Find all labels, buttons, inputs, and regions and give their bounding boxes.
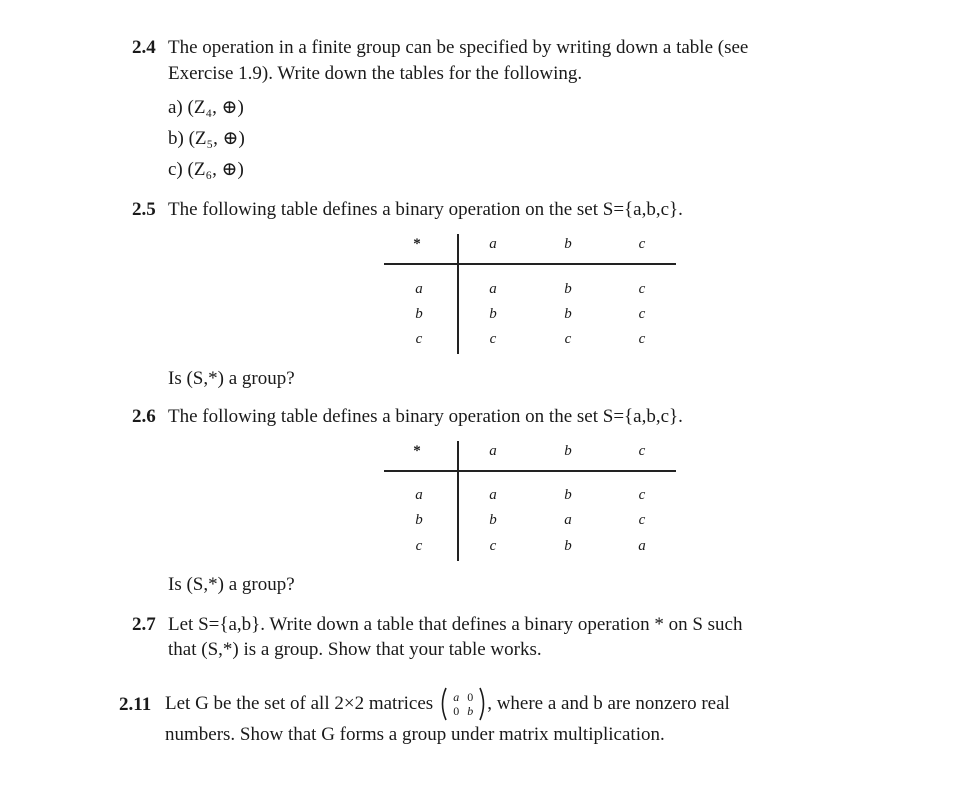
- row-header: a: [415, 281, 423, 297]
- exercise-text-line: Let S={a,b}. Write down a table that defines a binary operation * on S such: [168, 614, 743, 635]
- table-cell: a: [638, 538, 646, 554]
- list-item: [168, 127, 245, 150]
- column-header: b: [564, 443, 572, 459]
- exercise-text-line: The following table defines a binary operation on the set S={a,b,c}.: [168, 406, 683, 427]
- item-label: a): [168, 97, 183, 118]
- exercise-text-line: that (S,*) is a group. Show that your table works.: [168, 639, 542, 660]
- table-cell: b: [564, 538, 572, 554]
- item-label: b): [168, 128, 184, 149]
- matrix-entry: 0: [467, 690, 474, 704]
- matrix-entry: b: [467, 704, 474, 718]
- list-item: [168, 158, 244, 181]
- exercise-number: 2.6: [132, 406, 156, 427]
- table-cell: c: [638, 512, 646, 528]
- table-cell: b: [564, 281, 572, 297]
- column-header: a: [489, 443, 497, 459]
- exercise-text-line: Exercise 1.9). Write down the tables for the following.: [168, 63, 583, 84]
- matrix-entry: 0: [453, 704, 460, 718]
- row-header: b: [415, 306, 423, 322]
- table-cell: c: [564, 331, 572, 347]
- table-cell: c: [638, 331, 646, 347]
- table-cell: c: [489, 331, 497, 347]
- item-expression: (Z₅, ⊕): [188, 128, 245, 149]
- matrix: [439, 687, 487, 721]
- text-after-matrix: , where a and b are nonzero real: [487, 693, 730, 714]
- exercise-number: 2.7: [132, 614, 156, 635]
- operation-table: [384, 234, 676, 356]
- exercise-number: 2.4: [132, 37, 156, 58]
- operator-symbol: *: [413, 443, 421, 459]
- item-expression: (Z₆, ⊕): [187, 159, 244, 180]
- item-expression: (Z₄, ⊕): [187, 97, 244, 118]
- exercise-number: 2.11: [119, 694, 152, 715]
- table-cell: c: [638, 306, 646, 322]
- right-paren-icon: [479, 687, 487, 721]
- column-header: b: [564, 236, 572, 252]
- left-paren-icon: [439, 687, 447, 721]
- row-header: a: [415, 487, 423, 503]
- exercise-text-line: The following table defines a binary operation on the set S={a,b,c}.: [168, 199, 683, 220]
- table-cell: a: [489, 487, 497, 503]
- table-cell: c: [638, 487, 646, 503]
- table-cell: b: [489, 512, 497, 528]
- row-header: c: [415, 331, 423, 347]
- row-header: c: [415, 538, 423, 554]
- text-before-matrix: Let G be the set of all 2×2 matrices: [165, 693, 434, 714]
- table-cell: c: [638, 281, 646, 297]
- row-header: b: [415, 512, 423, 528]
- exercise-text-line: numbers. Show that G forms a group under matrix multiplication.: [165, 724, 665, 745]
- column-header: c: [638, 443, 646, 459]
- table-cell: b: [564, 306, 572, 322]
- table-cell: b: [564, 487, 572, 503]
- exercise-text-line: [165, 686, 730, 722]
- item-label: c): [168, 159, 183, 180]
- matrix-entry: a: [453, 690, 460, 704]
- table-cell: a: [489, 281, 497, 297]
- table-cell: b: [489, 306, 497, 322]
- column-header: a: [489, 236, 497, 252]
- operation-table: [384, 441, 676, 563]
- operator-symbol: *: [413, 236, 421, 252]
- table-cell: c: [489, 538, 497, 554]
- exercise-number: 2.5: [132, 199, 156, 220]
- column-header: c: [638, 236, 646, 252]
- list-item: [168, 96, 244, 119]
- question-text: Is (S,*) a group?: [168, 574, 295, 595]
- table-cell: a: [564, 512, 572, 528]
- exercise-text-line: The operation in a finite group can be specified by writing down a table (see: [168, 37, 749, 58]
- question-text: Is (S,*) a group?: [168, 368, 295, 389]
